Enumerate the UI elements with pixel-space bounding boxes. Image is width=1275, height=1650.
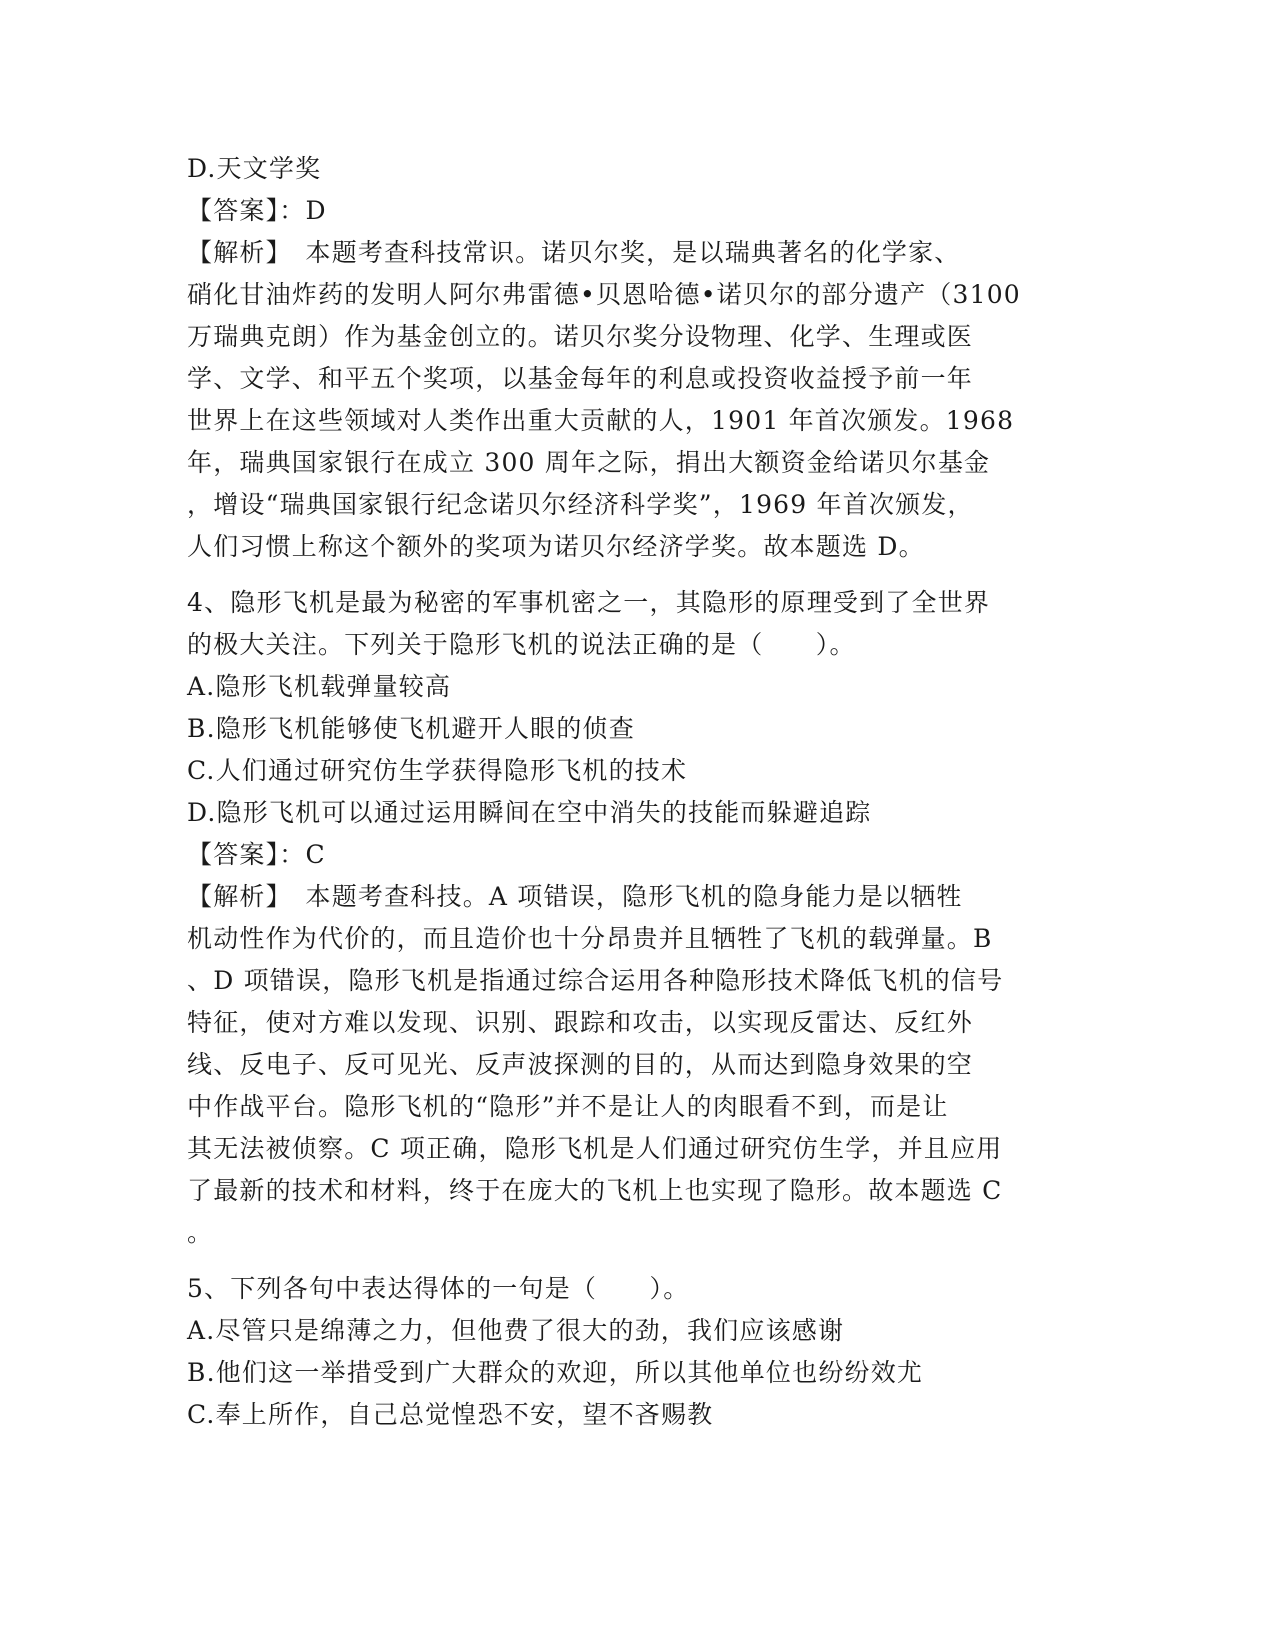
question-gap xyxy=(187,568,1055,582)
analysis-line: 了最新的技术和材料，终于在庞大的飞机上也实现了隐形。故本题选 C xyxy=(187,1176,1003,1205)
question-stem: 的极大关注。下列关于隐形飞机的说法正确的是（ ）。 xyxy=(187,630,856,659)
analysis-line: 中作战平台。隐形飞机的“隐形”并不是让人的肉眼看不到，而是让 xyxy=(187,1092,949,1121)
analysis-line: ，增设“瑞典国家银行纪念诺贝尔经济科学奖”，1969 年首次颁发， xyxy=(187,490,974,519)
analysis-line: 年，瑞典国家银行在成立 300 周年之际，捐出大额资金给诺贝尔基金 xyxy=(187,448,991,477)
analysis-line: 、D 项错误，隐形飞机是指通过综合运用各种隐形技术降低飞机的信号 xyxy=(187,966,1004,995)
question-gap xyxy=(187,1254,1055,1268)
analysis xyxy=(187,232,1055,568)
option-a: A.隐形飞机载弹量较高 xyxy=(187,672,452,701)
answer-label: 【答案】：D xyxy=(187,196,327,225)
answer-label: 【答案】：C xyxy=(187,840,326,869)
analysis-line: 。 xyxy=(187,1218,214,1247)
option-b: B.他们这一举措受到广大群众的欢迎，所以其他单位也纷纷效尤 xyxy=(187,1358,924,1387)
analysis-line: 【解析】 本题考查科技。A 项错误，隐形飞机的隐身能力是以牺牲 xyxy=(187,882,963,911)
analysis xyxy=(187,876,1055,1254)
analysis-line: 特征，使对方难以发现、识别、跟踪和攻击，以实现反雷达、反红外 xyxy=(187,1008,974,1037)
analysis-line: 其无法被侦察。C 项正确，隐形飞机是人们通过研究仿生学，并且应用 xyxy=(187,1134,1003,1163)
analysis-line: 【解析】 本题考查科技常识。诺贝尔奖，是以瑞典著名的化学家、 xyxy=(187,238,961,267)
analysis-line: 机动性作为代价的，而且造价也十分昂贵并且牺牲了飞机的载弹量。B xyxy=(187,924,993,953)
option-c: C.奉上所作，自己总觉惶恐不安，望不吝赐教 xyxy=(187,1400,714,1429)
question-stem: 4、隐形飞机是最为秘密的军事机密之一，其隐形的原理受到了全世界 xyxy=(187,588,991,617)
option-d: D.隐形飞机可以通过运用瞬间在空中消失的技能而躲避追踪 xyxy=(187,798,872,827)
option-b: B.隐形飞机能够使飞机避开人眼的侦查 xyxy=(187,714,635,743)
question-stem: 5、下列各句中表达得体的一句是（ ）。 xyxy=(187,1274,690,1303)
option-a: A.尽管只是绵薄之力，但他费了很大的劲，我们应该感谢 xyxy=(187,1316,845,1345)
analysis-line: 线、反电子、反可见光、反声波探测的目的，从而达到隐身效果的空 xyxy=(187,1050,974,1079)
analysis-line: 人们习惯上称这个额外的奖项为诺贝尔经济学奖。故本题选 D。 xyxy=(187,532,925,561)
analysis-line: 万瑞典克朗）作为基金创立的。诺贝尔奖分设物理、化学、生理或医 xyxy=(187,322,974,351)
option-d: D.天文学奖 xyxy=(187,154,322,183)
analysis-line: 硝化甘油炸药的发明人阿尔弗雷德•贝恩哈德•诺贝尔的部分遗产（3100 xyxy=(187,280,1021,309)
analysis-line: 学、文学、和平五个奖项，以基金每年的利息或投资收益授予前一年 xyxy=(187,364,974,393)
question-3-tail xyxy=(187,148,1055,568)
option-c: C.人们通过研究仿生学获得隐形飞机的技术 xyxy=(187,756,688,785)
question-4 xyxy=(187,582,1055,1254)
question-5 xyxy=(187,1268,1055,1436)
analysis-line: 世界上在这些领域对人类作出重大贡献的人，1901 年首次颁发。1968 xyxy=(187,406,1015,435)
